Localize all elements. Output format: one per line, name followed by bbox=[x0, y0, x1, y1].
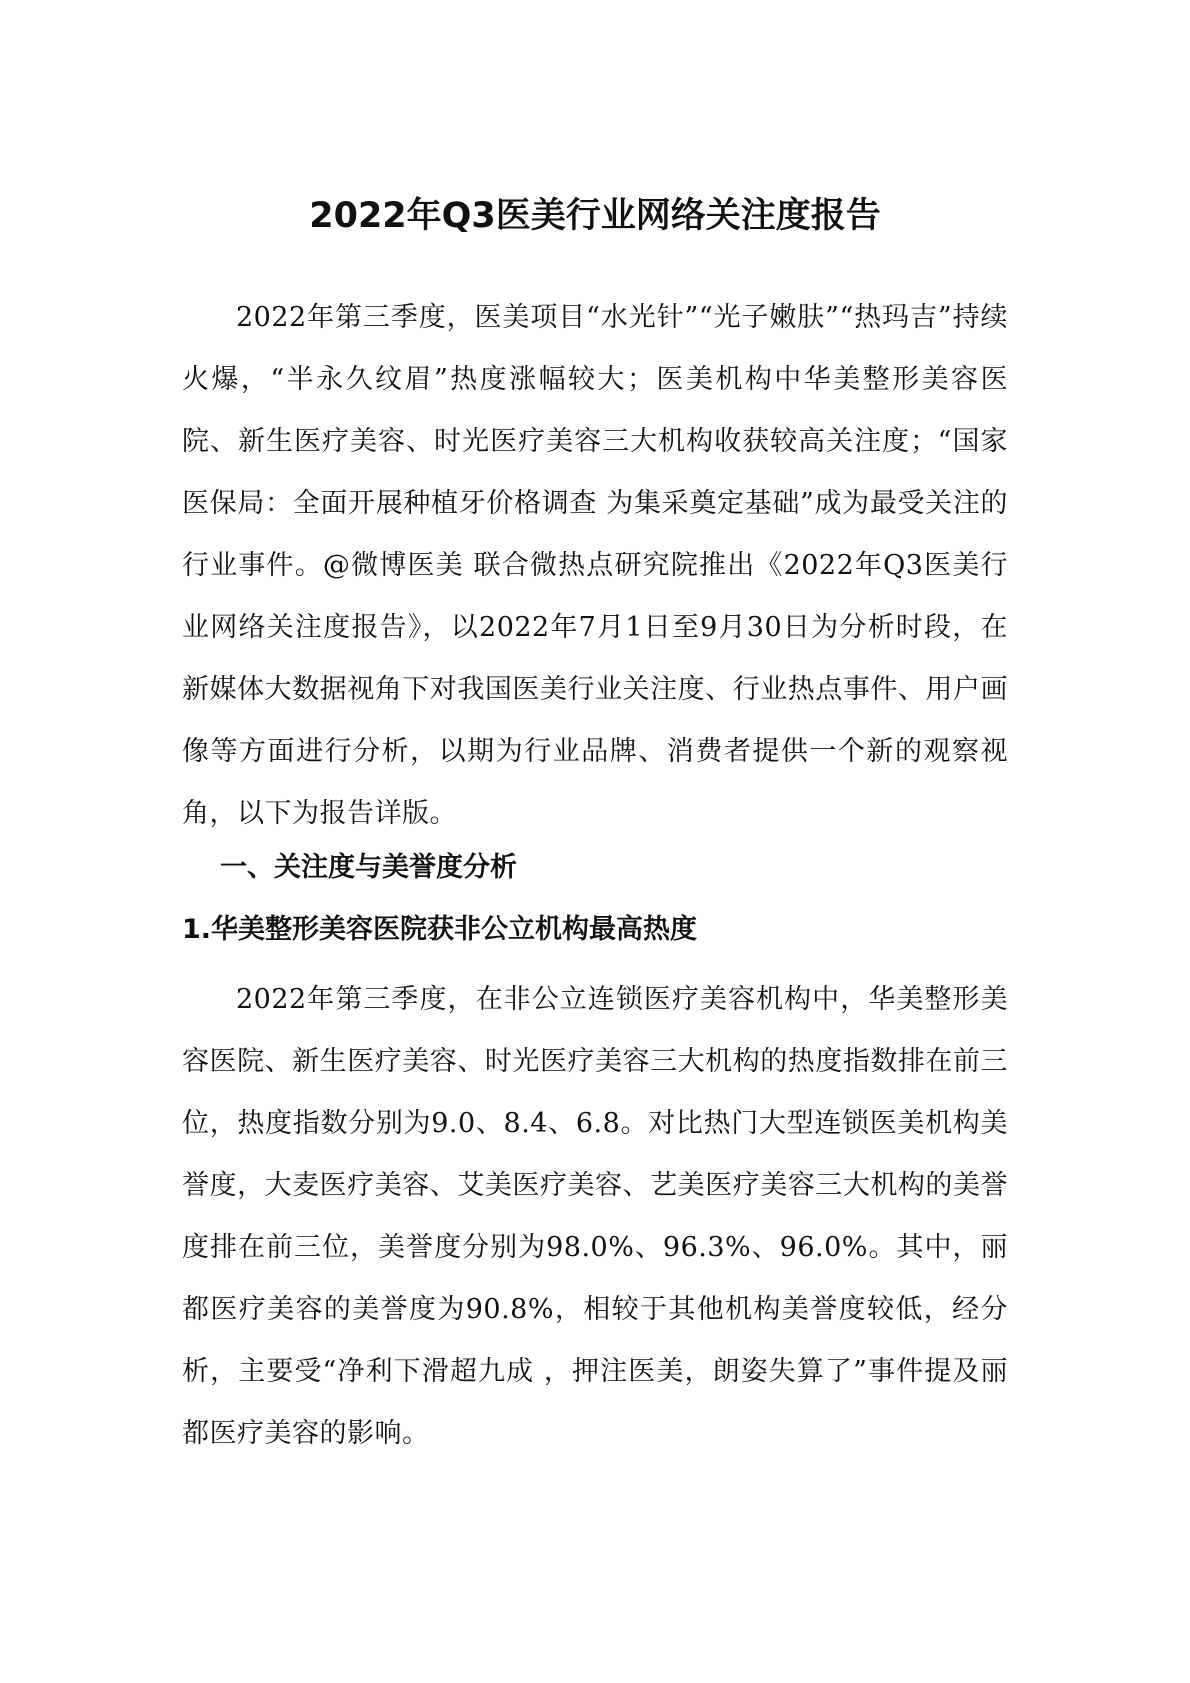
section-heading: 一、关注度与美誉度分析 bbox=[220, 852, 517, 883]
document-title: 2022年Q3医美行业网络关注度报告 bbox=[309, 196, 881, 236]
subsection-heading: 1.华美整形美容医院获非公立机构最高热度 bbox=[182, 914, 698, 945]
body-paragraph: 2022年第三季度，在非公立连锁医疗美容机构中，华美整形美容医院、新生医疗美容、时光医疗美容三大机构的热度指数排在前三位，热度指数分别为9.0、8.4、6.8。对比热门大型连锁医美机构美誉度，大麦医疗美容、艾美医疗美容、艺美医疗美容三大机构的美誉度排在前三位，美誉度分别为98.0%、96.3%、96.0%。其中，丽都医疗美容的美誉度为90.8%，相较于其他机构美誉度较低，经分析，主要受“净利下滑超九成 ，押注医美，朗姿失算了”事件提及丽都医疗美容的影响。 bbox=[182, 984, 1008, 1449]
intro-paragraph: 2022年第三季度，医美项目“水光针”“光子嫩肤”“热玛吉”持续火爆，“半永久纹眉”热度涨幅较大；医美机构中华美整形美容医院、新生医疗美容、时光医疗美容三大机构收获较高关注度；“国家医保局：全面开展种植牙价格调查 为集采奠定基础”成为最受关注的行业事件。@微博医美 联合微热点研究院推出《2022年Q3医美行业网络关注度报告》，以2022年7月1日至9月30日为分析时段，在新媒体大数据视角下对我国医美行业关注度、行业热点事件、用户画像等方面进行分析，以期为行业品牌、消费者提供一个新的观察视角，以下为报告详版。 bbox=[182, 302, 1008, 829]
